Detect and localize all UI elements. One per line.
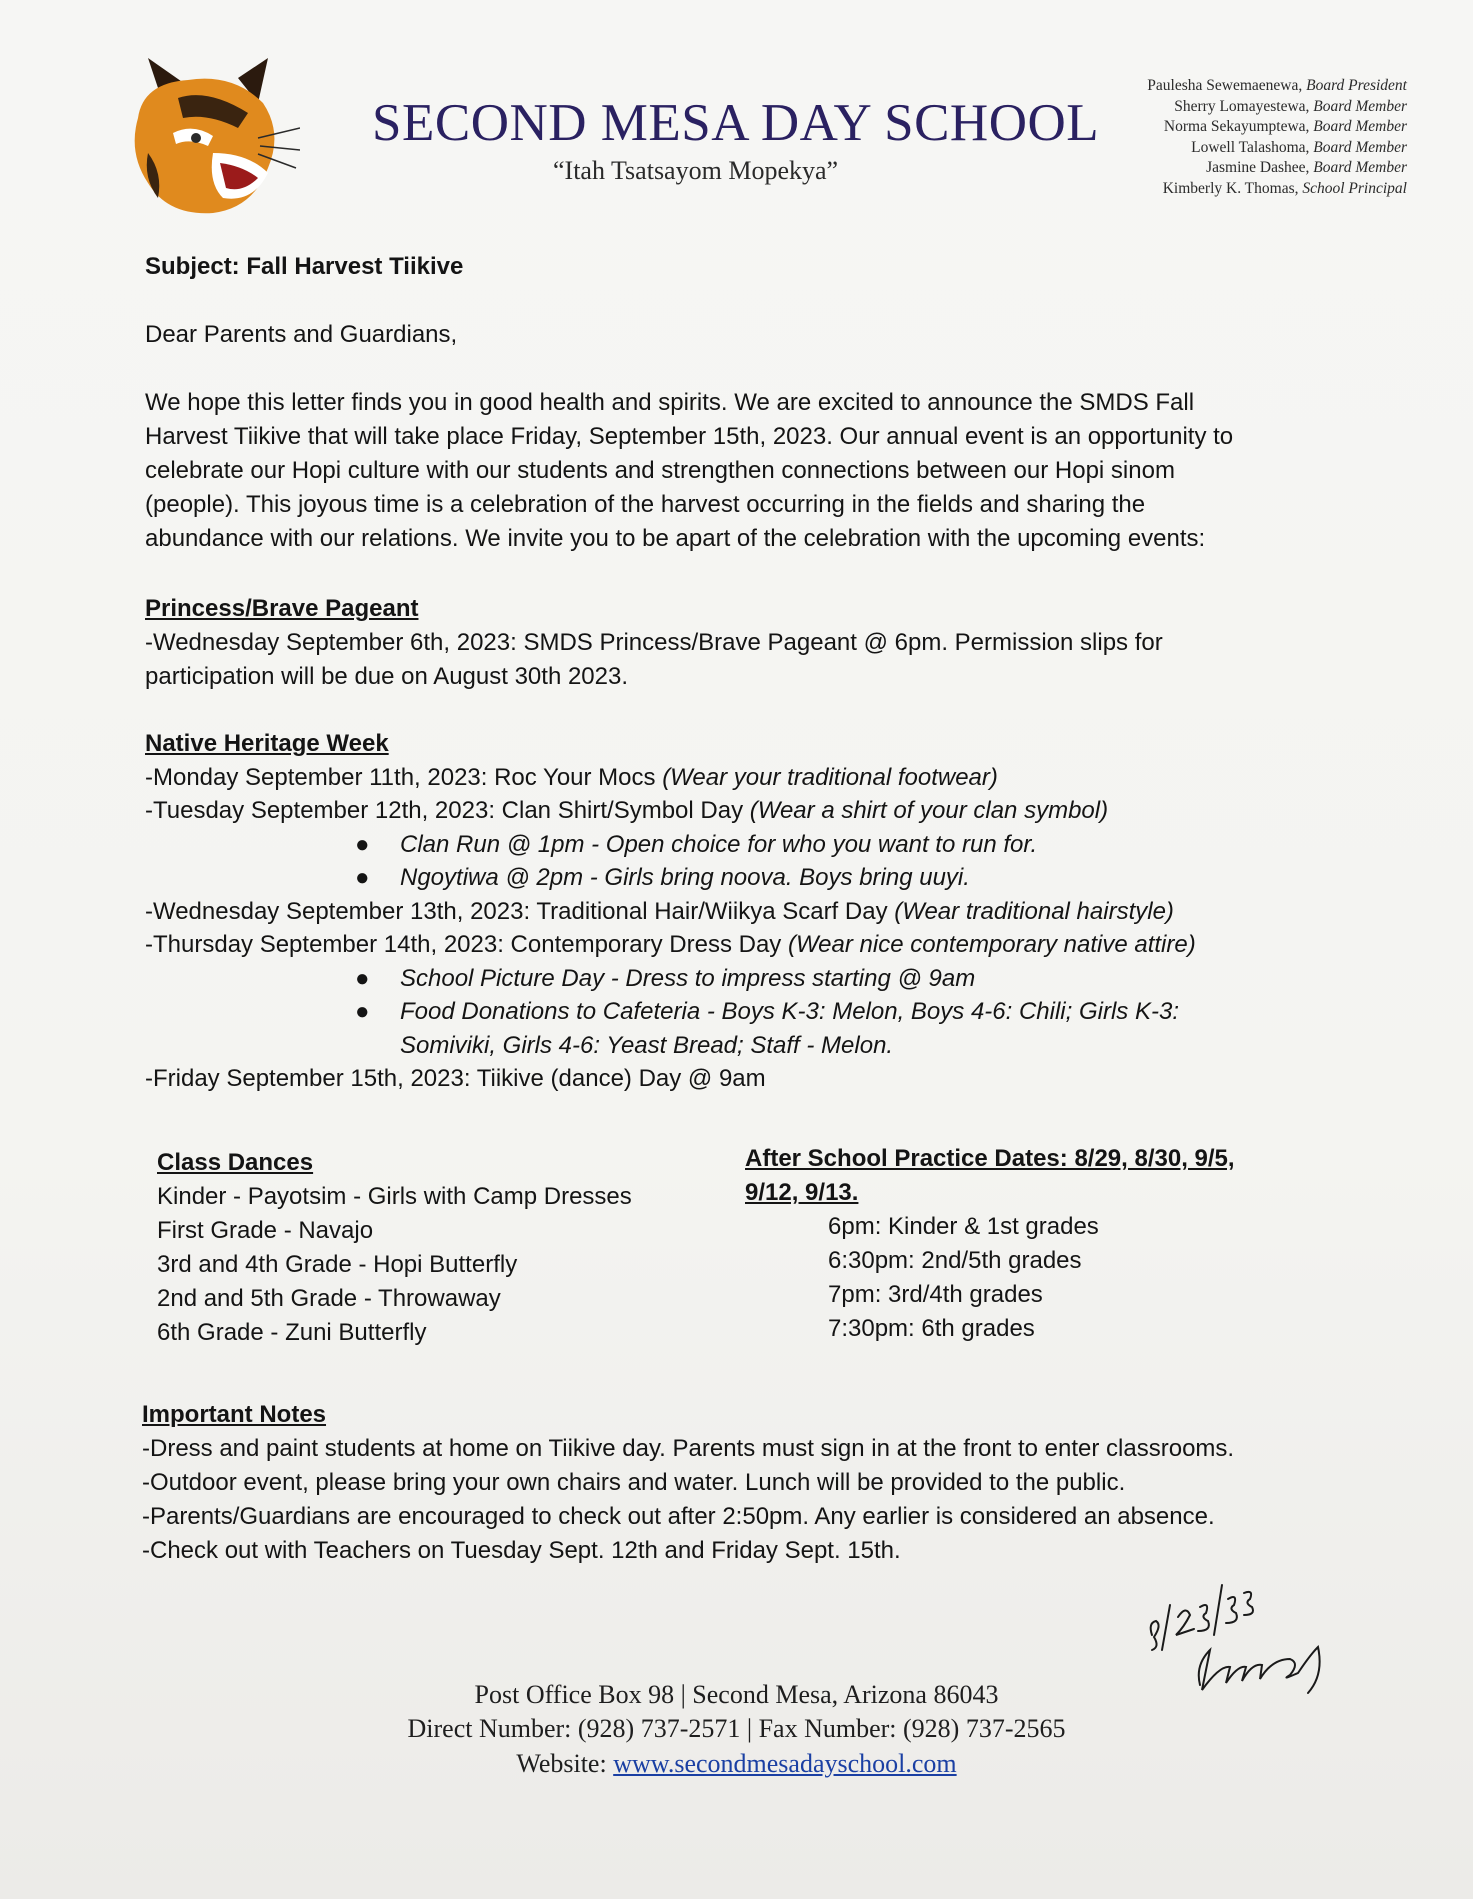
heritage-friday: -Friday September 15th, 2023: Tiikive (dance) Day @ 9am	[145, 1065, 766, 1092]
bobcat-logo-icon	[118, 58, 300, 216]
notes-heading: Important Notes	[142, 1401, 327, 1428]
board-member: Sherry Lomayestewa, Board Member	[1174, 97, 1407, 115]
list-item: 3rd and 4th Grade - Hopi Butterfly	[157, 1251, 518, 1278]
intro-paragraph: We hope this letter finds you in good health and spirits. We are excited to announce the SMDS Fall Harvest Tiikive that will take place Friday, September 15th, 2023. Our annual event is an opportunity to celebrate our Hopi culture with our students and strengthen connections between our Hopi sinom (people). This joyous time is a celebration of the harvest occurring in the fields and sharing the abundance with our relations. We invite you to be apart of the celebration with the upcoming events:	[145, 389, 1234, 552]
list-item: 6pm: Kinder & 1st grades	[828, 1213, 1099, 1240]
heritage-section	[145, 727, 1196, 1096]
footer-phones: Direct Number: (928) 737-2571 | Fax Number: (928) 737-2565	[407, 1714, 1066, 1743]
list-item: -Parents/Guardians are encouraged to check out after 2:50pm. Any earlier is considered an absence.	[142, 1503, 1215, 1530]
greeting: Dear Parents and Guardians,	[145, 321, 458, 348]
list-item: 6th Grade - Zuni Butterfly	[157, 1319, 427, 1346]
board-member: Jasmine Dashee, Board Member	[1206, 159, 1407, 177]
list-item: 7pm: 3rd/4th grades	[828, 1281, 1043, 1308]
practice-heading-cont: 9/12, 9/13.	[745, 1179, 859, 1206]
list-item: 2nd and 5th Grade - Throwaway	[157, 1285, 501, 1312]
practice-dates	[745, 1142, 1235, 1346]
heritage-wednesday: -Wednesday September 13th, 2023: Traditional Hair/Wiikya Scarf Day (Wear traditional hairstyle)	[145, 897, 1174, 925]
list-item: -Dress and paint students at home on Tiikive day. Parents must sign in at the front to enter classrooms.	[142, 1435, 1235, 1462]
school-name: SECOND MESA DAY SCHOOL	[372, 94, 1100, 152]
footer-address: Post Office Box 98 | Second Mesa, Arizona 86043	[474, 1680, 999, 1709]
heritage-heading: Native Heritage Week	[145, 730, 389, 757]
board-member: Lowell Talashoma, Board Member	[1191, 138, 1407, 156]
heritage-monday: -Monday September 11th, 2023: Roc Your Mocs (Wear your traditional footwear)	[145, 763, 998, 791]
school-motto: “Itah Tsatsayom Mopekya”	[553, 156, 839, 185]
heritage-tuesday: -Tuesday September 12th, 2023: Clan Shirt/Symbol Day (Wear a shirt of your clan symbol)	[145, 797, 1109, 824]
board-member: Kimberly K. Thomas, School Principal	[1162, 179, 1407, 197]
footer-website: Website: www.secondmesadayschool.com	[516, 1749, 957, 1778]
list-item: First Grade - Navajo	[157, 1217, 374, 1244]
pageant-section: Princess/Brave Pageant -Wednesday September 6th, 2023: SMDS Princess/Brave Pageant @ 6pm. Permission slips for participation will be due on August 30th 2023.	[145, 592, 1163, 694]
website-link[interactable]: www.secondmesadayschool.com	[613, 1749, 957, 1778]
subject-line: Subject: Fall Harvest Tiikive	[145, 253, 464, 280]
pageant-heading: Princess/Brave Pageant	[145, 595, 419, 622]
list-item: ● Food Donations to Cafeteria - Boys K-3: Melon, Boys 4-6: Chili; Girls K-3:	[355, 998, 1179, 1025]
list-item: ● Ngoytiwa @ 2pm - Girls bring noova. Boys bring uuyi.	[355, 864, 970, 891]
board-member: Norma Sekayumptewa, Board Member	[1163, 118, 1407, 136]
list-item: 7:30pm: 6th grades	[828, 1315, 1035, 1342]
heritage-thursday: -Thursday September 14th, 2023: Contemporary Dress Day (Wear nice contemporary native attire)	[145, 931, 1196, 958]
list-item: -Check out with Teachers on Tuesday Sept. 12th and Friday Sept. 15th.	[142, 1537, 901, 1564]
important-notes	[142, 1398, 1234, 1568]
class-dances	[157, 1146, 632, 1350]
list-item: Somiviki, Girls 4-6: Yeast Bread; Staff - Melon.	[400, 1031, 894, 1059]
list-item: -Outdoor event, please bring your own chairs and water. Lunch will be provided to the public.	[142, 1469, 1126, 1496]
class-dances-heading: Class Dances	[157, 1149, 314, 1176]
board-list	[1147, 76, 1407, 200]
list-item: ● School Picture Day - Dress to impress starting @ 9am	[355, 964, 976, 992]
list-item: ● Clan Run @ 1pm - Open choice for who you want to run for.	[355, 830, 1038, 858]
practice-heading: After School Practice Dates: 8/29, 8/30, 9/5,	[745, 1145, 1235, 1172]
list-item: 6:30pm: 2nd/5th grades	[828, 1247, 1082, 1274]
board-member: Paulesha Sewemaenewa, Board President	[1147, 77, 1407, 94]
list-item: Kinder - Payotsim - Girls with Camp Dresses	[157, 1183, 632, 1210]
